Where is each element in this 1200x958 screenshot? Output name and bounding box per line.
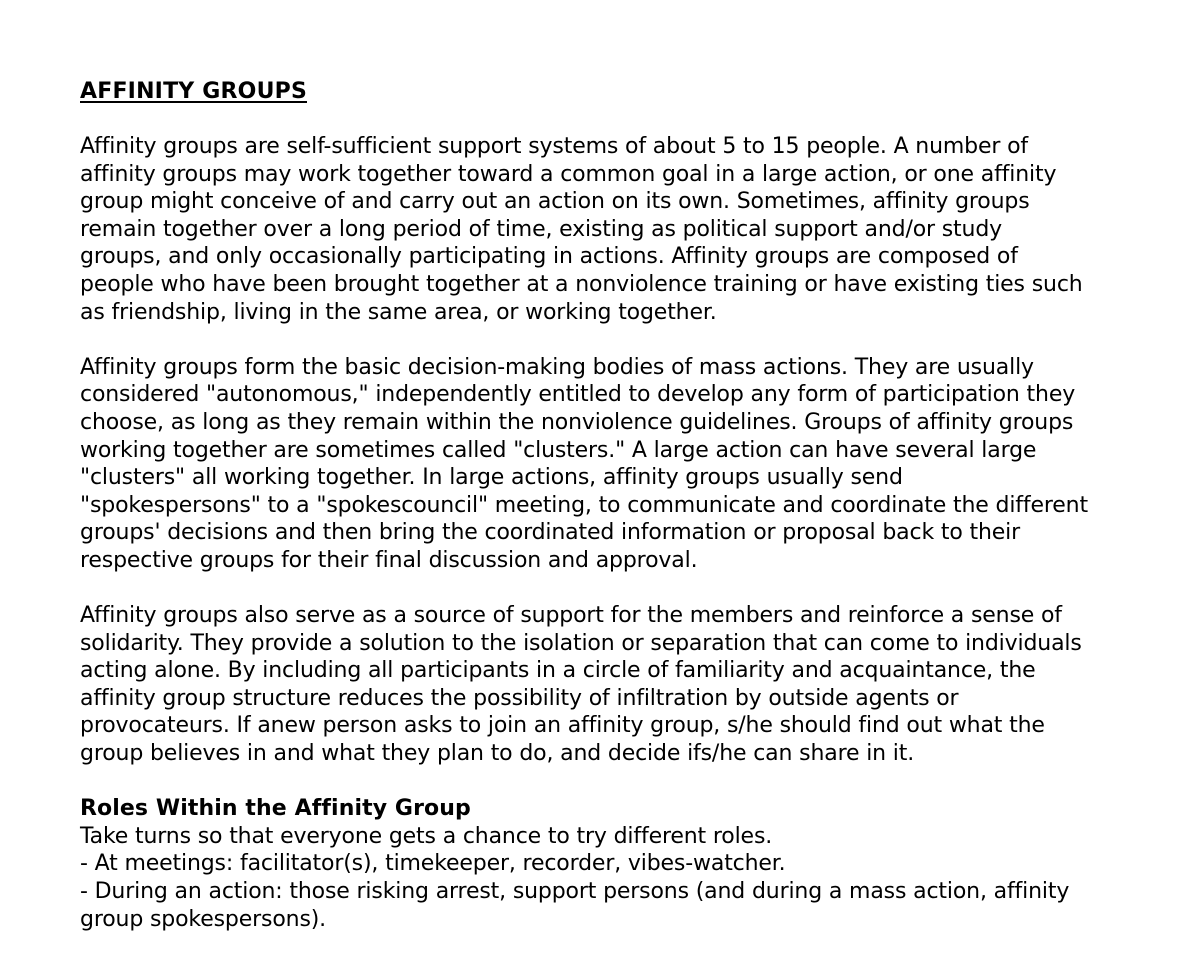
document-title: AFFINITY GROUPS <box>80 79 307 104</box>
roles-section <box>80 795 1150 933</box>
roles-intro: Take turns so that everyone gets a chance to try different roles. <box>80 823 773 849</box>
paragraph-affinity-groups-definition: Affinity groups are self-sufficient support systems of about 5 to 15 people. A number of affinity groups may work together toward a common goal in a large action, or one affinity group might conceive of and carry out an action on its own. Sometimes, affinity groups remain together over a long period of time, existing as political support and/or study groups, and only occasionally participating in actions. Affinity groups are composed of people who have been brought together at a nonviolence training or have existing ties such as friendship, living in the same area, or working together. <box>80 134 1083 325</box>
roles-item-meetings: - At meetings: facilitator(s), timekeeper, recorder, vibes-watcher. <box>80 851 786 877</box>
paragraph-support-solidarity: Affinity groups also serve as a source of support for the members and reinforce a sense of solidarity. They provide a solution to the isolation or separation that can come to individuals acting alone. By including all participants in a circle of familiarity and acquaintance, the affinity group structure reduces the possibility of infiltration by outside agents or provocateurs. If anew person asks to join an affinity group, s/he should find out what the group believes in and what they plan to do, and decide ifs/he can share in it. <box>80 603 1082 767</box>
roles-heading: Roles Within the Affinity Group <box>80 796 471 822</box>
paragraph-decision-making: Affinity groups form the basic decision-making bodies of mass actions. They are usually considered "autonomous," independently entitled to develop any form of participation they choose, as long as they remain within the nonviolence guidelines. Groups of affinity groups working together are sometimes called "clusters." A large action can have several large "clusters" all working together. In large actions, affinity groups usually send "spokespersons" to a "spokescouncil" meeting, to communicate and coordinate the different groups' decisions and then bring the coordinated information or proposal back to their respective groups for their final discussion and approval. <box>80 354 1088 573</box>
roles-item-action: - During an action: those risking arrest, support persons (and during a mass action, affinity group spokespersons). <box>80 879 1070 932</box>
document-page <box>80 78 1150 933</box>
